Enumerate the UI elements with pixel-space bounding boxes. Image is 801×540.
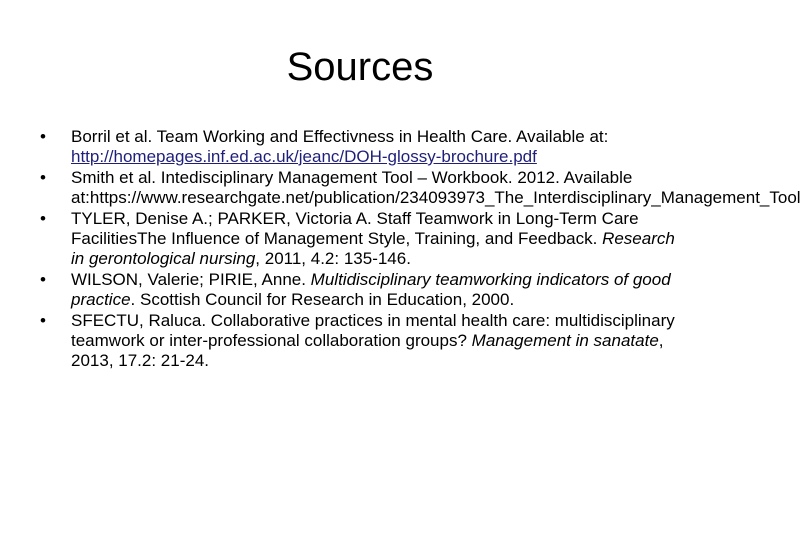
reference-journal: Management in sanatate [471,331,659,350]
reference-item [40,209,685,269]
reference-text: TYLER, Denise A.; PARKER, Victoria A. Staff Teamwork in Long-Term Care FacilitiesThe Influence of Management Style, Training, and Feedback. [71,209,639,248]
bullet-icon: • [40,127,46,146]
reference-citation: . Scottish Council for Research in Education, 2000. [130,290,515,309]
reference-list [40,127,801,372]
reference-citation: , 2013, 17.2: 21-24. [71,331,664,370]
reference-item [40,270,685,310]
reference-citation: , 2011, 4.2: 135-146. [255,249,411,268]
reference-item [40,127,685,167]
bullet-icon: • [40,270,46,289]
reference-item [40,168,801,208]
reference-text: Borril et al. Team Working and Effectivness in Health Care. Available at: [71,127,609,146]
reference-work-title: Multidisciplinary teamworking indicators of good practice [71,270,671,309]
reference-link[interactable]: http://homepages.inf.ed.ac.uk/jeanc/DOH-glossy-brochure.pdf [71,147,537,166]
reference-text: WILSON, Valerie; PIRIE, Anne. [71,270,311,289]
bullet-icon: • [40,168,46,187]
bullet-icon: • [40,209,46,228]
reference-text: Smith et al. Intedisciplinary Management Tool – Workbook. 2012. Available at:https://www.researchgate.net/publication/234093973_The_Interdisciplinary_Management_Tool [71,168,801,207]
reference-text: SFECTU, Raluca. Collaborative practices in mental health care: multidisciplinary teamwork or inter-professional collaboration groups? [71,311,675,350]
slide-title: Sources [286,45,434,89]
reference-journal: Research in gerontological nursing [71,229,675,268]
reference-item [40,311,685,371]
bullet-icon: • [40,311,46,330]
